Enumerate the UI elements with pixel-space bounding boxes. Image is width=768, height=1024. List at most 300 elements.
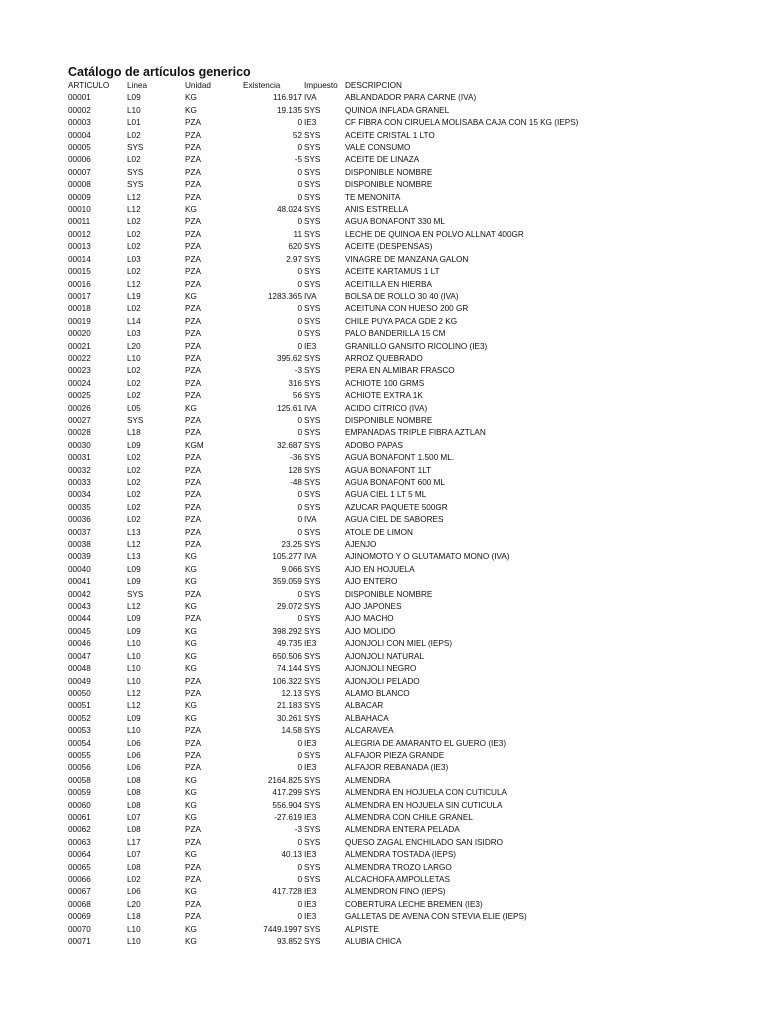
cell-unidad: PZA bbox=[185, 180, 201, 190]
cell-articulo: 00063 bbox=[68, 837, 91, 847]
cell-unidad: KG bbox=[185, 937, 197, 947]
cell-unidad: PZA bbox=[185, 428, 201, 438]
cell-impuesto: SYS bbox=[304, 217, 321, 227]
column-header-articulo: ARTICULO bbox=[68, 81, 110, 90]
cell-articulo: 00017 bbox=[68, 291, 91, 301]
table-row bbox=[68, 936, 605, 948]
cell-unidad: PZA bbox=[185, 527, 201, 537]
cell-linea: L20 bbox=[127, 899, 141, 909]
cell-articulo: 00067 bbox=[68, 887, 91, 897]
cell-unidad: KG bbox=[185, 924, 197, 934]
cell-existencia: 0 bbox=[297, 875, 302, 884]
cell-linea: L02 bbox=[127, 478, 141, 487]
cell-impuesto: IE3 bbox=[304, 639, 317, 649]
cell-descripcion: ACEITE (DESPENSAS) bbox=[345, 242, 433, 252]
cell-descripcion: AJO ENTERO bbox=[345, 577, 398, 587]
cell-linea: L17 bbox=[127, 837, 141, 847]
cell-linea: L10 bbox=[127, 676, 141, 686]
cell-unidad: KG bbox=[185, 403, 197, 413]
cell-unidad: KG bbox=[185, 93, 197, 103]
cell-existencia: 23.25 bbox=[281, 540, 302, 550]
table-row bbox=[68, 514, 605, 526]
cell-unidad: KG bbox=[185, 713, 197, 723]
cell-impuesto: SYS bbox=[304, 478, 321, 487]
cell-existencia: 0 bbox=[297, 192, 302, 202]
cell-descripcion: AGUA BONAFONT 1.500 ML. bbox=[345, 453, 455, 463]
catalog-table bbox=[68, 80, 605, 948]
cell-articulo: 00021 bbox=[68, 341, 91, 351]
cell-linea: L02 bbox=[127, 304, 141, 314]
cell-impuesto: SYS bbox=[304, 750, 321, 760]
cell-linea: L09 bbox=[127, 564, 141, 574]
cell-unidad: PZA bbox=[185, 316, 201, 326]
cell-impuesto: SYS bbox=[304, 304, 321, 314]
cell-articulo: 00048 bbox=[68, 664, 91, 674]
cell-existencia: 417.728 bbox=[272, 887, 302, 897]
cell-unidad: PZA bbox=[185, 130, 201, 140]
cell-existencia: 106.322 bbox=[272, 676, 302, 686]
catalog-sheet bbox=[68, 64, 728, 948]
cell-descripcion: ANIS ESTRELLA bbox=[345, 205, 409, 215]
table-row bbox=[68, 477, 605, 489]
cell-existencia: 0 bbox=[297, 515, 302, 525]
cell-linea: L02 bbox=[127, 242, 141, 252]
table-row bbox=[68, 216, 605, 228]
table-row bbox=[68, 229, 605, 241]
cell-linea: SYS bbox=[127, 167, 144, 177]
table-row bbox=[68, 924, 605, 936]
cell-impuesto: IE3 bbox=[304, 887, 317, 897]
cell-impuesto: SYS bbox=[304, 564, 321, 574]
cell-unidad: KG bbox=[185, 775, 197, 785]
cell-linea: L02 bbox=[127, 217, 141, 227]
table-row bbox=[68, 688, 605, 700]
cell-existencia: 12.13 bbox=[281, 688, 302, 698]
table-row bbox=[68, 378, 605, 390]
cell-articulo: 00020 bbox=[68, 329, 91, 339]
cell-linea: L03 bbox=[127, 254, 141, 264]
cell-impuesto: SYS bbox=[304, 279, 321, 289]
cell-impuesto: SYS bbox=[304, 540, 321, 550]
cell-articulo: 00044 bbox=[68, 614, 91, 624]
cell-unidad: PZA bbox=[185, 465, 201, 475]
cell-articulo: 00014 bbox=[68, 254, 91, 264]
cell-descripcion: ALUBIA CHICA bbox=[345, 937, 402, 947]
cell-descripcion: ALMENDRA CON CHILE GRANEL bbox=[345, 812, 473, 822]
cell-linea: L02 bbox=[127, 453, 141, 463]
cell-linea: L10 bbox=[127, 353, 141, 363]
cell-articulo: 00002 bbox=[68, 105, 91, 115]
cell-descripcion: ALPISTE bbox=[345, 924, 379, 934]
cell-descripcion: ALCARAVEA bbox=[345, 726, 394, 736]
cell-linea: L02 bbox=[127, 229, 141, 239]
cell-unidad: PZA bbox=[185, 825, 201, 835]
table-row bbox=[68, 762, 605, 774]
column-header-impuesto: Impuesto bbox=[304, 81, 338, 90]
cell-impuesto: SYS bbox=[304, 862, 321, 872]
cell-unidad: PZA bbox=[185, 763, 201, 773]
cell-impuesto: IE3 bbox=[304, 341, 317, 351]
cell-impuesto: SYS bbox=[304, 775, 321, 785]
cell-existencia: 417.299 bbox=[272, 788, 302, 798]
table-row bbox=[68, 452, 605, 464]
cell-impuesto: SYS bbox=[304, 626, 321, 636]
cell-unidad: KG bbox=[185, 639, 197, 649]
cell-unidad: PZA bbox=[185, 502, 201, 512]
table-row bbox=[68, 502, 605, 514]
cell-impuesto: IVA bbox=[304, 552, 317, 562]
table-row bbox=[68, 130, 605, 142]
cell-articulo: 00035 bbox=[68, 502, 91, 512]
cell-linea: L08 bbox=[127, 800, 141, 810]
cell-linea: L08 bbox=[127, 862, 141, 872]
cell-linea: L06 bbox=[127, 887, 141, 897]
cell-unidad: PZA bbox=[185, 415, 201, 425]
cell-linea: L10 bbox=[127, 726, 141, 736]
table-row bbox=[68, 738, 605, 750]
cell-linea: L02 bbox=[127, 502, 141, 512]
table-row bbox=[68, 303, 605, 315]
cell-articulo: 00047 bbox=[68, 651, 91, 661]
cell-descripcion: DISPONIBLE NOMBRE bbox=[345, 167, 433, 177]
cell-existencia: 0 bbox=[297, 304, 302, 314]
table-row bbox=[68, 750, 605, 762]
cell-articulo: 00001 bbox=[68, 93, 91, 103]
table-row bbox=[68, 427, 605, 439]
header-row bbox=[68, 80, 605, 92]
cell-articulo: 00037 bbox=[68, 527, 91, 537]
cell-linea: L02 bbox=[127, 465, 141, 475]
cell-existencia: 29.072 bbox=[276, 602, 302, 612]
cell-impuesto: IE3 bbox=[304, 763, 317, 773]
table-row bbox=[68, 291, 605, 303]
cell-existencia: -27.619 bbox=[274, 812, 302, 822]
cell-impuesto: SYS bbox=[304, 527, 321, 537]
cell-existencia: 32.687 bbox=[276, 440, 302, 450]
cell-existencia: 2.97 bbox=[286, 254, 302, 264]
cell-linea: L12 bbox=[127, 701, 141, 711]
cell-impuesto: SYS bbox=[304, 415, 321, 425]
table-body bbox=[68, 92, 605, 948]
table-row bbox=[68, 725, 605, 737]
cell-articulo: 00065 bbox=[68, 862, 91, 872]
cell-unidad: KG bbox=[185, 850, 197, 860]
cell-existencia: 316 bbox=[288, 378, 302, 388]
cell-unidad: PZA bbox=[185, 676, 201, 686]
page-title: Catálogo de artículos generico bbox=[68, 65, 251, 79]
table-row bbox=[68, 626, 605, 638]
cell-impuesto: SYS bbox=[304, 713, 321, 723]
cell-linea: L02 bbox=[127, 130, 141, 140]
cell-articulo: 00011 bbox=[68, 217, 91, 227]
table-row bbox=[68, 564, 605, 576]
cell-descripcion: COBERTURA LECHE BREMEN (IE3) bbox=[345, 899, 483, 909]
cell-unidad: KG bbox=[185, 887, 197, 897]
cell-articulo: 00039 bbox=[68, 552, 91, 562]
cell-articulo: 00010 bbox=[68, 205, 91, 215]
cell-linea: L10 bbox=[127, 639, 141, 649]
table-row bbox=[68, 824, 605, 836]
cell-descripcion: QUINOA INFLADA GRANEL bbox=[345, 105, 450, 115]
cell-existencia: 0 bbox=[297, 415, 302, 425]
cell-linea: L09 bbox=[127, 626, 141, 636]
cell-existencia: 0 bbox=[297, 217, 302, 227]
cell-unidad: KG bbox=[185, 105, 197, 115]
table-row bbox=[68, 601, 605, 613]
cell-descripcion: VINAGRE DE MANZANA GALON bbox=[345, 254, 469, 264]
cell-articulo: 00004 bbox=[68, 130, 91, 140]
cell-articulo: 00054 bbox=[68, 738, 91, 748]
cell-impuesto: SYS bbox=[304, 937, 321, 947]
table-row bbox=[68, 713, 605, 725]
cell-articulo: 00025 bbox=[68, 391, 91, 401]
cell-unidad: PZA bbox=[185, 862, 201, 872]
cell-articulo: 00061 bbox=[68, 812, 91, 822]
cell-descripcion: GRANILLO GANSITO RICOLINO (IE3) bbox=[345, 341, 488, 351]
cell-impuesto: SYS bbox=[304, 726, 321, 736]
cell-articulo: 00028 bbox=[68, 428, 91, 438]
cell-linea: SYS bbox=[127, 180, 144, 190]
cell-linea: L02 bbox=[127, 267, 141, 277]
table-row bbox=[68, 341, 605, 353]
cell-existencia: 0 bbox=[297, 912, 302, 922]
cell-impuesto: SYS bbox=[304, 502, 321, 512]
cell-linea: L13 bbox=[127, 527, 141, 537]
cell-descripcion: ARROZ QUEBRADO bbox=[345, 353, 423, 363]
cell-articulo: 00030 bbox=[68, 440, 91, 450]
cell-articulo: 00008 bbox=[68, 180, 91, 190]
table-row bbox=[68, 489, 605, 501]
cell-descripcion: ACEITILLA EN HIERBA bbox=[345, 279, 432, 289]
cell-impuesto: SYS bbox=[304, 837, 321, 847]
cell-linea: L03 bbox=[127, 329, 141, 339]
cell-impuesto: SYS bbox=[304, 676, 321, 686]
cell-existencia: 30.261 bbox=[276, 713, 302, 723]
cell-descripcion: ALMENDRA TROZO LARGO bbox=[345, 862, 452, 872]
cell-descripcion: CHILE PUYA PACA GDE 2 KG bbox=[345, 316, 458, 326]
cell-impuesto: IE3 bbox=[304, 812, 317, 822]
cell-impuesto: IE3 bbox=[304, 850, 317, 860]
cell-descripcion: AGUA CIEL DE SABORES bbox=[345, 515, 444, 525]
table-row bbox=[68, 638, 605, 650]
table-row bbox=[68, 254, 605, 266]
table-row bbox=[68, 874, 605, 886]
cell-impuesto: SYS bbox=[304, 465, 321, 475]
table-row bbox=[68, 787, 605, 799]
cell-linea: L09 bbox=[127, 577, 141, 587]
cell-articulo: 00071 bbox=[68, 937, 91, 947]
cell-descripcion: CF FIBRA CON CIRUELA MOLISABA CAJA CON 15 KG (IEPS) bbox=[345, 118, 579, 128]
cell-impuesto: SYS bbox=[304, 205, 321, 215]
cell-impuesto: IVA bbox=[304, 515, 317, 525]
cell-unidad: KG bbox=[185, 788, 197, 798]
cell-linea: L10 bbox=[127, 105, 141, 115]
cell-unidad: PZA bbox=[185, 875, 201, 884]
cell-unidad: PZA bbox=[185, 192, 201, 202]
cell-existencia: 0 bbox=[297, 118, 302, 128]
cell-existencia: 116.917 bbox=[273, 93, 302, 103]
cell-descripcion: AJO MOLIDO bbox=[345, 626, 396, 636]
table-row bbox=[68, 651, 605, 663]
cell-unidad: KGM bbox=[185, 440, 204, 450]
cell-articulo: 00058 bbox=[68, 775, 91, 785]
cell-linea: L10 bbox=[127, 651, 141, 661]
cell-unidad: PZA bbox=[185, 304, 201, 314]
cell-unidad: PZA bbox=[185, 453, 201, 463]
cell-descripcion: ACEITE DE LINAZA bbox=[345, 155, 420, 165]
table-row bbox=[68, 316, 605, 328]
cell-existencia: 620 bbox=[288, 242, 302, 252]
cell-articulo: 00007 bbox=[68, 167, 91, 177]
table-row bbox=[68, 440, 605, 452]
cell-impuesto: SYS bbox=[304, 428, 321, 438]
cell-articulo: 00050 bbox=[68, 688, 91, 698]
table-row bbox=[68, 800, 605, 812]
cell-articulo: 00038 bbox=[68, 540, 91, 550]
cell-unidad: KG bbox=[185, 291, 197, 301]
cell-impuesto: IE3 bbox=[304, 738, 317, 748]
cell-articulo: 00033 bbox=[68, 478, 91, 487]
cell-existencia: 7449.1997 bbox=[263, 924, 302, 934]
cell-linea: L18 bbox=[127, 912, 141, 922]
cell-existencia: 0 bbox=[297, 614, 302, 624]
table-row bbox=[68, 862, 605, 874]
cell-existencia: 125.61 bbox=[276, 403, 302, 413]
cell-linea: L12 bbox=[127, 205, 141, 215]
cell-linea: L05 bbox=[127, 403, 141, 413]
table-row bbox=[68, 167, 605, 179]
table-row bbox=[68, 576, 605, 588]
cell-unidad: PZA bbox=[185, 614, 201, 624]
cell-descripcion: ALMENDRA bbox=[345, 775, 391, 785]
cell-descripcion: ACHIOTE EXTRA 1K bbox=[345, 391, 423, 401]
cell-existencia: 128 bbox=[288, 465, 302, 475]
cell-descripcion: ALMENDRON FINO (IEPS) bbox=[345, 887, 446, 897]
cell-descripcion: GALLETAS DE AVENA CON STEVIA ELIE (IEPS) bbox=[345, 912, 527, 922]
cell-existencia: 0 bbox=[297, 490, 302, 500]
cell-articulo: 00066 bbox=[68, 875, 91, 884]
cell-impuesto: SYS bbox=[304, 924, 321, 934]
cell-existencia: 395.62 bbox=[276, 353, 302, 363]
column-header-unidad: Unidad bbox=[185, 81, 211, 90]
cell-impuesto: SYS bbox=[304, 143, 321, 153]
cell-impuesto: IE3 bbox=[304, 118, 317, 128]
cell-unidad: PZA bbox=[185, 155, 201, 165]
cell-descripcion: ACIDO CITRICO (IVA) bbox=[345, 403, 428, 413]
cell-descripcion: ALEGRIA DE AMARANTO EL GUERO (IE3) bbox=[345, 738, 507, 748]
cell-linea: L10 bbox=[127, 664, 141, 674]
cell-impuesto: IVA bbox=[304, 93, 317, 103]
cell-descripcion: ALMENDRA ENTERA PELADA bbox=[345, 825, 460, 835]
cell-articulo: 00031 bbox=[68, 453, 91, 463]
cell-linea: SYS bbox=[127, 589, 144, 599]
cell-descripcion: ACHIOTE 100 GRMS bbox=[345, 378, 425, 388]
cell-articulo: 00036 bbox=[68, 515, 91, 525]
cell-impuesto: SYS bbox=[304, 391, 321, 401]
table-row bbox=[68, 775, 605, 787]
cell-descripcion: AJONJOLI PELADO bbox=[345, 676, 420, 686]
cell-articulo: 00027 bbox=[68, 415, 91, 425]
cell-descripcion: ALMENDRA EN HOJUELA CON CUTICULA bbox=[345, 788, 507, 798]
cell-linea: SYS bbox=[127, 143, 144, 153]
cell-existencia: 48.024 bbox=[276, 205, 302, 215]
cell-descripcion: QUESO ZAGAL ENCHILADO SAN ISIDRO bbox=[345, 837, 504, 847]
cell-articulo: 00069 bbox=[68, 912, 91, 922]
cell-linea: L09 bbox=[127, 440, 141, 450]
cell-linea: L09 bbox=[127, 713, 141, 723]
cell-descripcion: ACEITE CRISTAL 1 LTO bbox=[345, 130, 435, 140]
cell-impuesto: IVA bbox=[304, 291, 317, 301]
cell-existencia: 1283.365 bbox=[267, 291, 302, 301]
cell-articulo: 00012 bbox=[68, 229, 91, 239]
cell-descripcion: AJONJOLI NATURAL bbox=[345, 651, 425, 661]
cell-linea: L12 bbox=[127, 602, 141, 612]
cell-unidad: PZA bbox=[185, 589, 201, 599]
cell-descripcion: ACEITE KARTAMUS 1 LT bbox=[345, 267, 440, 277]
cell-descripcion: DISPONIBLE NOMBRE bbox=[345, 589, 433, 599]
cell-linea: L12 bbox=[127, 688, 141, 698]
table-row bbox=[68, 154, 605, 166]
cell-impuesto: SYS bbox=[304, 316, 321, 326]
cell-linea: L02 bbox=[127, 515, 141, 525]
cell-unidad: PZA bbox=[185, 341, 201, 351]
cell-impuesto: SYS bbox=[304, 130, 321, 140]
cell-existencia: 359.059 bbox=[272, 577, 302, 587]
cell-existencia: 0 bbox=[297, 837, 302, 847]
cell-descripcion: ALFAJOR REBANADA (IE3) bbox=[345, 763, 449, 773]
table-row bbox=[68, 179, 605, 191]
cell-linea: L02 bbox=[127, 875, 141, 884]
cell-descripcion: AJO JAPONES bbox=[345, 602, 402, 612]
cell-existencia: 19.135 bbox=[276, 105, 302, 115]
cell-impuesto: SYS bbox=[304, 577, 321, 587]
table-row bbox=[68, 663, 605, 675]
cell-articulo: 00013 bbox=[68, 242, 91, 252]
table-row bbox=[68, 465, 605, 477]
cell-impuesto: SYS bbox=[304, 267, 321, 277]
cell-impuesto: SYS bbox=[304, 242, 321, 252]
cell-descripcion: ALMENDRA EN HOJUELA SIN CUTICULA bbox=[345, 800, 503, 810]
cell-descripcion: ALFAJOR PIEZA GRANDE bbox=[345, 750, 445, 760]
cell-linea: L20 bbox=[127, 341, 141, 351]
cell-existencia: 0 bbox=[297, 143, 302, 153]
cell-descripcion: ADOBO PAPAS bbox=[345, 440, 403, 450]
cell-unidad: KG bbox=[185, 552, 197, 562]
cell-articulo: 00062 bbox=[68, 825, 91, 835]
cell-unidad: KG bbox=[185, 701, 197, 711]
cell-linea: L06 bbox=[127, 763, 141, 773]
column-header-existencia: Existencia bbox=[243, 81, 281, 90]
table-row bbox=[68, 241, 605, 253]
cell-existencia: 398.292 bbox=[272, 626, 302, 636]
cell-linea: L12 bbox=[127, 540, 141, 550]
cell-unidad: PZA bbox=[185, 217, 201, 227]
cell-impuesto: SYS bbox=[304, 167, 321, 177]
cell-impuesto: SYS bbox=[304, 105, 321, 115]
cell-existencia: -5 bbox=[294, 155, 302, 165]
cell-articulo: 00056 bbox=[68, 763, 91, 773]
cell-unidad: PZA bbox=[185, 143, 201, 153]
cell-linea: L09 bbox=[127, 93, 141, 103]
cell-existencia: 56 bbox=[292, 391, 302, 401]
cell-existencia: 0 bbox=[297, 589, 302, 599]
table-row bbox=[68, 192, 605, 204]
cell-unidad: KG bbox=[185, 664, 197, 674]
cell-linea: L07 bbox=[127, 850, 141, 860]
cell-impuesto: SYS bbox=[304, 664, 321, 674]
cell-unidad: PZA bbox=[185, 242, 201, 252]
cell-articulo: 00052 bbox=[68, 713, 91, 723]
